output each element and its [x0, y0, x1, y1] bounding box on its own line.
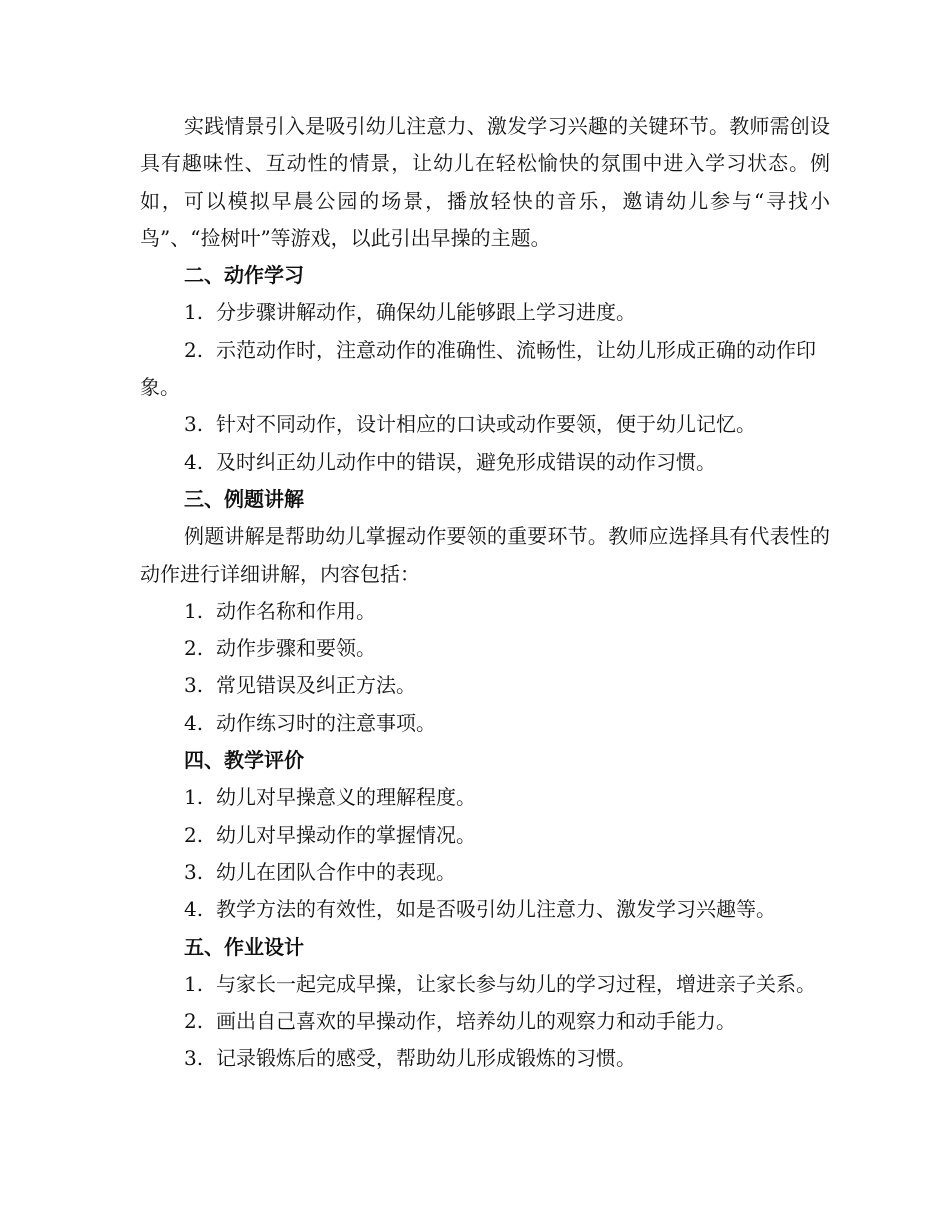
list-item	[140, 854, 830, 891]
section-intro-paragraph: 例题讲解是帮助幼儿掌握动作要领的重要环节。教师应选择具有代表性的动作进行详细讲解，内容包括：	[140, 524, 830, 586]
list-text: 动作练习时的注意事项。	[216, 710, 436, 735]
list-item	[140, 667, 830, 704]
list-number: 2.	[184, 1009, 204, 1034]
section-heading-homework-design: 五、作业设计	[184, 934, 304, 959]
list-number: 3.	[184, 859, 204, 884]
list-text: 常见错误及纠正方法。	[216, 673, 416, 698]
list-item	[140, 1040, 830, 1077]
list-item	[140, 444, 830, 481]
section-heading-teaching-evaluation: 四、教学评价	[184, 748, 304, 773]
section-heading-example-explanation: 三、例题讲解	[184, 486, 304, 511]
list-item	[140, 1003, 830, 1040]
list-item	[140, 294, 830, 331]
list-item	[140, 593, 830, 630]
list-number: 3.	[184, 412, 204, 437]
list-text: 针对不同动作，设计相应的口诀或动作要领，便于幼儿记忆。	[216, 412, 756, 437]
list-text: 画出自己喜欢的早操动作，培养幼儿的观察力和动手能力。	[216, 1009, 736, 1034]
list-number: 1.	[184, 300, 204, 325]
list-number: 2.	[184, 822, 204, 847]
list-number: 4.	[184, 449, 204, 474]
document-body	[140, 108, 830, 1078]
list-item	[140, 332, 830, 407]
list-item	[140, 630, 830, 667]
list-number: 3.	[184, 1046, 204, 1071]
list-text: 动作步骤和要领。	[216, 636, 376, 661]
intro-paragraph: 实践情景引入是吸引幼儿注意力、激发学习兴趣的关键环节。教师需创设具有趣味性、互动性的情景，让幼儿在轻松愉快的氛围中进入学习状态。例如，可以模拟早晨公园的场景，播放轻快的音乐，邀请幼儿参与“寻找小鸟”、“捡树叶”等游戏，以此引出早操的主题。	[140, 114, 830, 250]
list-number: 4.	[184, 710, 204, 735]
list-number: 3.	[184, 673, 204, 698]
list-text: 动作名称和作用。	[216, 598, 376, 623]
list-number: 2.	[184, 636, 204, 661]
list-number: 1.	[184, 598, 204, 623]
list-item	[140, 966, 830, 1003]
list-text: 分步骤讲解动作，确保幼儿能够跟上学习进度。	[216, 300, 636, 325]
list-text: 记录锻炼后的感受，帮助幼儿形成锻炼的习惯。	[216, 1046, 636, 1071]
list-number: 1.	[184, 971, 204, 996]
list-text: 与家长一起完成早操，让家长参与幼儿的学习过程，增进亲子关系。	[216, 971, 816, 996]
list-item	[140, 705, 830, 742]
section-heading-action-learning: 二、动作学习	[184, 263, 304, 288]
list-number: 4.	[184, 897, 204, 922]
list-item	[140, 406, 830, 443]
list-number: 2.	[184, 337, 204, 362]
list-text: 幼儿在团队合作中的表现。	[216, 859, 456, 884]
list-text: 教学方法的有效性，如是否吸引幼儿注意力、激发学习兴趣等。	[216, 897, 776, 922]
list-item	[140, 817, 830, 854]
list-text: 及时纠正幼儿动作中的错误，避免形成错误的动作习惯。	[216, 449, 716, 474]
list-item	[140, 779, 830, 816]
list-text: 示范动作时，注意动作的准确性、流畅性，让幼儿形成正确的动作印象。	[140, 337, 816, 400]
list-item	[140, 891, 830, 928]
list-number: 1.	[184, 785, 204, 810]
list-text: 幼儿对早操意义的理解程度。	[216, 785, 476, 810]
list-text: 幼儿对早操动作的掌握情况。	[216, 822, 476, 847]
